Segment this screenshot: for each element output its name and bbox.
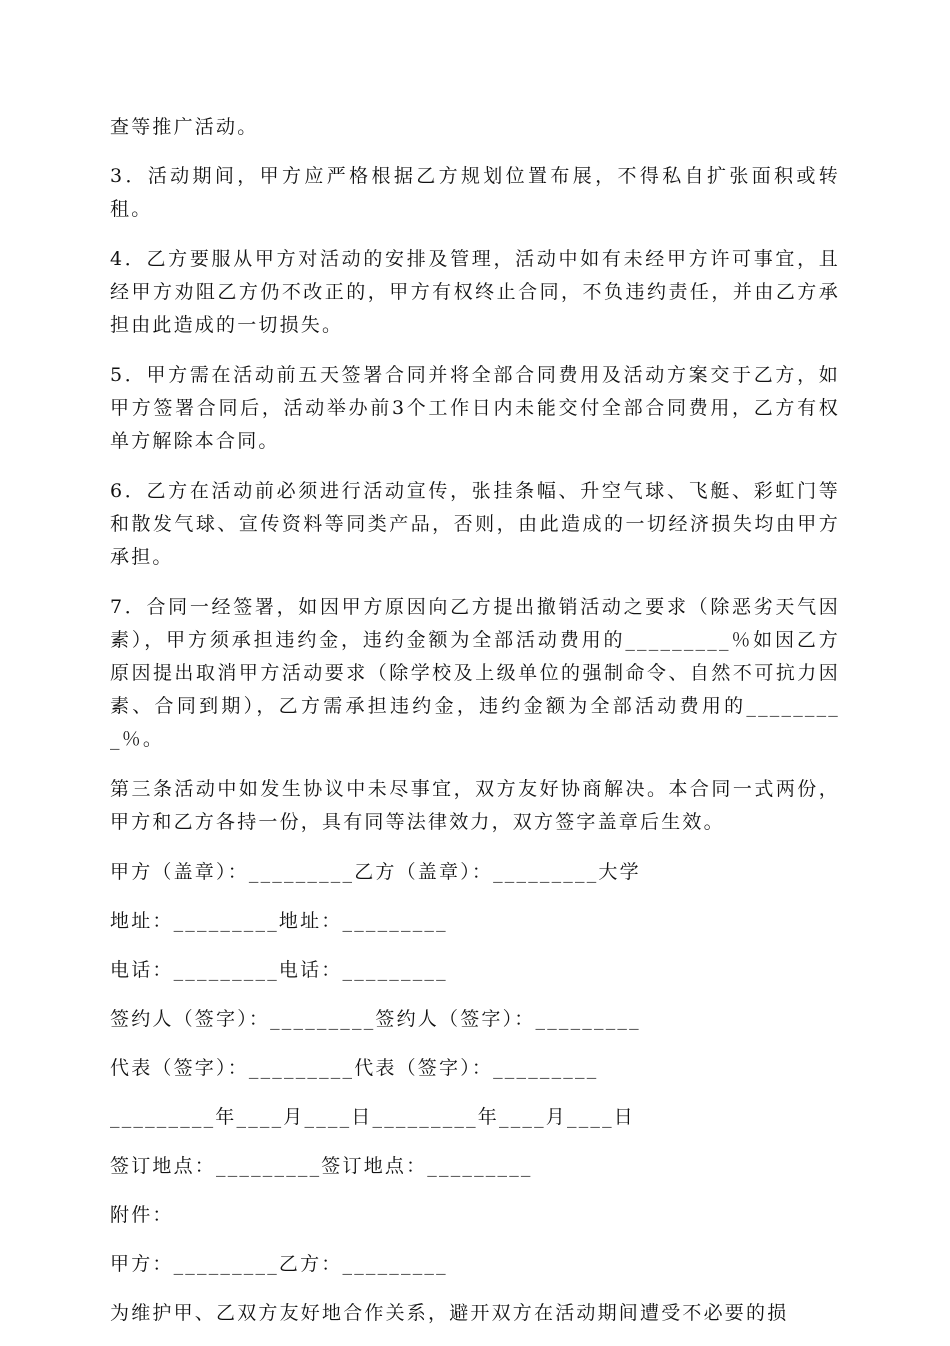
clause-4: 4．乙方要服从甲方对活动的安排及管理，活动中如有未经甲方许可事宜，且经甲方劝阻乙方仍不改正的，甲方有权终止合同，不负违约责任，并由乙方承担由此造成的一切损失。 — [110, 248, 840, 336]
signing-place-line: 签订地点：_________签订地点：_________ — [110, 1155, 533, 1177]
address-line: 地址：_________地址：_________ — [110, 910, 448, 932]
clause-7: 7．合同一经签署，如因甲方原因向乙方提出撤销活动之要求（除恶劣天气因素），甲方须承担违约金，违约金额为全部活动费用的_________％如因乙方原因提出取消甲方活动要求（除学校及上级单位的强制命令、自然不可抗力因素、合同到期），乙方需承担违约金，违约金额为全部活动费用的_________％。 — [110, 596, 840, 750]
paragraph-continuation: 查等推广活动。 — [110, 116, 259, 138]
phone-line: 电话：_________电话：_________ — [110, 959, 448, 981]
clause-6: 6．乙方在活动前必须进行活动宣传，张挂条幅、升空气球、飞艇、彩虹门等和散发气球、宣传资料等同类产品，否则，由此造成的一切经济损失均由甲方承担。 — [110, 480, 840, 568]
clause-5: 5．甲方需在活动前五天签署合同并将全部合同费用及活动方案交于乙方，如甲方签署合同后，活动举办前3个工作日内未能交付全部合同费用，乙方有权单方解除本合同。 — [110, 364, 840, 452]
signatory-line: 签约人（签字）：_________签约人（签字）：_________ — [110, 1008, 641, 1030]
article-3: 第三条活动中如发生协议中未尽事宜，双方友好协商解决。本合同一式两份，甲方和乙方各持一份，具有同等法律效力，双方签字盖章后生效。 — [110, 778, 840, 833]
document-page — [110, 111, 840, 1346]
attachment-intro: 为维护甲、乙双方友好地合作关系，避开双方在活动期间遭受不必要的损 — [110, 1302, 789, 1324]
attachment-parties-line: 甲方：_________乙方：_________ — [110, 1253, 448, 1275]
party-seal-line: 甲方（盖章）：_________乙方（盖章）：_________大学 — [110, 861, 641, 883]
clause-3: 3．活动期间，甲方应严格根据乙方规划位置布展，不得私自扩张面积或转租。 — [110, 165, 840, 220]
attachment-heading: 附件： — [110, 1204, 174, 1226]
date-line: _________年____月____日_________年____月____日 — [110, 1106, 636, 1128]
representative-line: 代表（签字）：_________代表（签字）：_________ — [110, 1057, 599, 1079]
